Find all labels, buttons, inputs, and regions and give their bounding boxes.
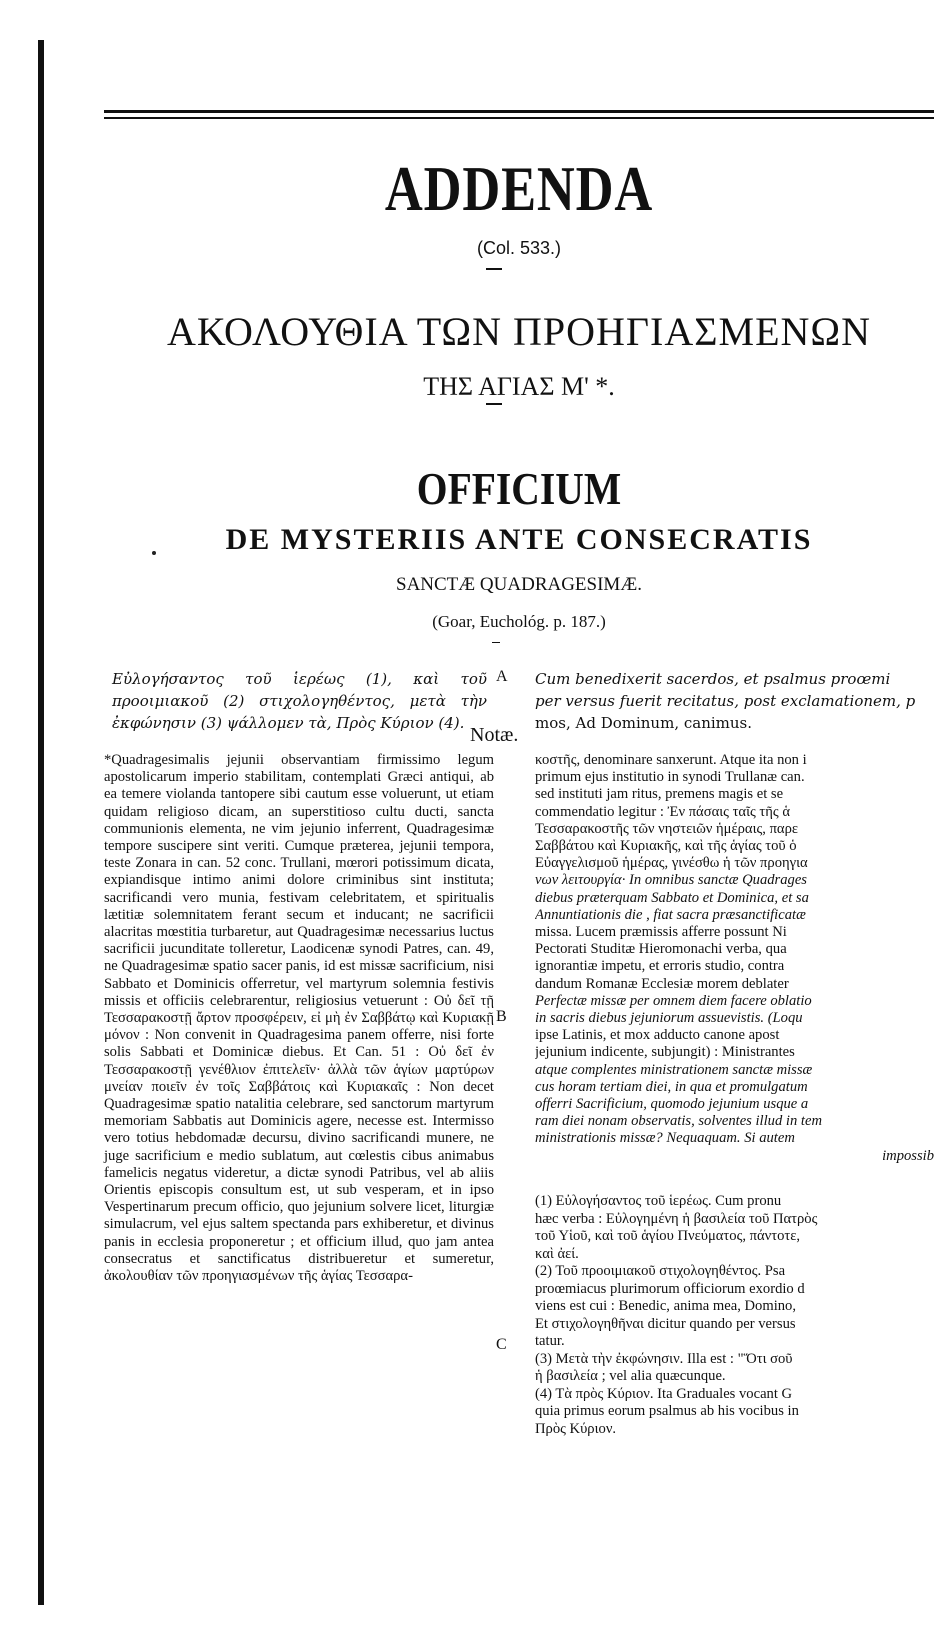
- footnote-line: Et στιχολογηθῆναι dicitur quando per versus: [535, 1315, 796, 1332]
- page-binding-edge: [38, 40, 44, 1605]
- notes-line: ipse Latinis, et mox adducto canone apost: [535, 1027, 780, 1044]
- footnote-line: (4) Τὰ πρὸς Κύριον. Ita Graduales vocant G: [535, 1385, 793, 1402]
- source-citation: (Goar, Euchológ. p. 187.): [432, 612, 606, 631]
- notes-line: Εὐαγγελισμοῦ ἡμέρας, γινέσθω ἡ τῶν προηγια: [535, 855, 808, 872]
- notes-line: cus horam tertiam diei, in qua et promulgatum: [535, 1078, 808, 1095]
- notes-line: dandum Romanæ Ecclesiæ morem deblater: [535, 975, 789, 992]
- stray-dot: [152, 551, 156, 555]
- notes-line: atque complentes ministrationem sanctæ missæ: [535, 1061, 813, 1078]
- footnote-line: quia primus eorum psalmus ab his vocibus in: [535, 1403, 799, 1419]
- intro-latin-line: Cum benedixerit sacerdos, et psalmus proœmi: [535, 670, 891, 688]
- footnote-line: καὶ ἀεί.: [535, 1245, 579, 1262]
- footnotes: [535, 1193, 934, 1438]
- notes-line: Τεσσαρακοστῆς τῶν νηστειῶν ἡμέραις, παρε: [535, 820, 798, 837]
- latin-subtitle-2: SANCTÆ QUADRAGESIMÆ.: [396, 574, 642, 595]
- footnote-line: (3) Μετὰ τὴν ἐκφώνησιν. Illa est : "Ὅτι σοῦ: [535, 1350, 793, 1367]
- notes-line: commendatio legitur : Ἐν πάσαις ταῖς τῆς ἁ: [535, 803, 791, 820]
- notes-line: Annuntiationis die , fiat sacra præsanctificatæ: [535, 906, 806, 923]
- notes-line: ignorantiæ impetu, et erroris studio, contra: [535, 958, 785, 975]
- notes-line: primum ejus institutio in synodi Trullanæ can.: [535, 769, 805, 786]
- latin-subtitle: DE MYSTERIIS ANTE CONSECRATIS: [225, 523, 813, 556]
- greek-subtitle: ΤΗΣ ΑΓΙΑΣ Μ' *.: [423, 372, 615, 401]
- header-rule: [104, 110, 934, 113]
- notes-left-column: *Quadragesimalis jejunii observantiam firmissimo legum apostolicarum imperio stabilitam, contemplati Græci antiqui, ab ea temere violanda tantopere sibi cautum esse voluerunt, ut etiam quidam religioso dicam, an superstitioso cultu ducti, sancta communionis elementa, ne vim jejunio inferrent, Quadragesimæ tempore suscipere sint veriti. Cumque præterea, jejunii tempora, teste Zonara in can. 52 conc. Trullani, mœrori potissimum dicata, expiandisque intimo animi dolore criminibus sint instituta; sacrificandi vero munia, festivam celebritatem, et spiritualis lætitiæ solemnitatem ferant secum et inducant; ne sacrificii alacritas mœstitia turbaretur, aut Quadragesimæ necessarius luctus sacrificii jucunditate tolleretur, Laodicenæ synodi Patres, can. 49, ne Quadragesimæ spatio sacer panis, id est missæ sacrificium, nisi Sabbato et Dominicis offerretur, vel martyrum solemnia festivis missis et officiis celebrarentur, religiosius vetuerunt : Οὐ δεῖ τῇ Τεσσαρακοστῇ ἄρτον προσφέρειν, εἰ μὴ ἐν Σαββάτῳ καὶ Κυριακῇ μόνον : Non convenit in Quadragesima panem offerre, nisi forte solis Sabbati et Dominicæ diebus. Et Can. 51 : Οὐ δεῖ ἐν Τεσσαρακοστῇ γενέθλιον ἐπιτελεῖν· ἀλλὰ τῶν ἁγίων μαρτύρων μνείαν ποιεῖν ἐν τοῖς Σαββάτοις καὶ Κυριακαῖς : Non decet Quadragesimæ spatio natalitia celebrare, sed sanctorum martyrum memoriam Sabbatis aut Dominicis agere, necesse est. Intermisso vero totius hebdomadæ decursu, divino sacrificandi munere, ne juge sacrificium e medio sublatum, aut cœlestis cibus animabus famelicis negatus videretur, a dictæ synodi Patribus, vel ab aliis Orientis episcopis consultum est, ut sub vesperam, et in ipso Vespertinarum precum officio, quo jejunium solvere licet, liturgiæ simulacrum, vel ejus saltem spectanda pars exhiberetur, et divinus panis in ecclesia proponeretur ; et officium illud, quo jam antea consecratus et sanctificatus distribueretur et sumeretur, ἀκολουθίαν τῶν προηγιασμένων τῆς ἁγίας Τεσσαρα-: [104, 752, 494, 1285]
- divider: [486, 403, 502, 405]
- footnote-line: ἡ βασιλεία ; vel alia quæcunque.: [535, 1368, 726, 1384]
- notes-line: ministrationis missæ? Nequaquam. Si autem: [535, 1130, 795, 1147]
- notes-line: κοστῆς, denominare sanxerunt. Atque ita non i: [535, 752, 807, 768]
- footnote-line: (2) Τοῦ προοιμιακοῦ στιχολογηθέντος. Psa: [535, 1263, 786, 1279]
- greek-title: ΑΚΟΛΟΥΘΙΑ ΤΩΝ ΠΡΟΗΓΙΑΣΜΕΝΩΝ: [166, 309, 872, 354]
- notes-line: ram diei nonam observatis, solventes illud in tem: [535, 1113, 822, 1130]
- notes-line: Perfectæ missæ per omnem diem facere oblatio: [535, 992, 812, 1009]
- footnote-line: proœmiacus plurimorum officiorum exordio d: [535, 1280, 805, 1297]
- notes-line: Pectorati Studitæ Hieromonachi verba, qua: [535, 941, 787, 958]
- footnote-line: tatur.: [535, 1333, 565, 1349]
- notes-line: offerri Sacrificium, quomodo jejunium usque a: [535, 1096, 809, 1113]
- notes-line: jejunium indicente, subjungit) : Ministrantes: [535, 1044, 795, 1061]
- notes-line: νων λειτουργία· In omnibus sanctæ Quadrages: [535, 872, 807, 889]
- notes-right-column: [535, 752, 934, 1165]
- footnote-line: hæc verba : Εὐλογημένη ἡ βασιλεία τοῦ Πατρὸς: [535, 1210, 818, 1227]
- latin-title: OFFICIUM: [416, 463, 622, 514]
- header-rule-thin: [104, 117, 934, 119]
- intro-greek: Εὐλογήσαντος τοῦ ἱερέως (1), καὶ τοῦ προοιμιακοῦ (2) στιχολογηθέντος, μετὰ τὴν ἐκφώνησιν (3) ψάλλομεν τὰ, Πρὸς Κύριον (4).: [112, 670, 487, 732]
- footnote-line: (1) Εὐλογήσαντος τοῦ ἱερέως. Cum pronu: [535, 1193, 782, 1209]
- intro-latin-line: mos, Ad Dominum, canimus.: [535, 714, 753, 732]
- notes-line: diebus præterquam Sabbato et Dominica, et sa: [535, 889, 809, 906]
- notes-heading: Notæ.: [470, 724, 519, 746]
- intro-latin: [535, 668, 934, 734]
- footnote-line: viens est cui : Benedic, anima mea, Domino,: [535, 1298, 796, 1314]
- footnote-line: Πρὸς Κύριον.: [535, 1420, 617, 1437]
- margin-letter-b: B: [496, 1008, 507, 1025]
- notes-line: in sacris diebus jejuniorum assuevistis. (Loqu: [535, 1010, 803, 1027]
- divider: [492, 642, 500, 643]
- notes-line: sed instituti jam ritus, premens magis et se: [535, 786, 784, 803]
- page-title: ADDENDA: [384, 153, 654, 224]
- footnote-line: τοῦ Υἱοῦ, καὶ τοῦ ἁγίου Πνεύματος, πάντοτε,: [535, 1228, 801, 1244]
- divider: [486, 268, 502, 270]
- notes-line: missa. Lucem præmissis afferre possunt Ni: [535, 924, 787, 941]
- intro-latin-line: per versus fuerit recitatus, post exclamationem, p: [535, 692, 916, 710]
- column-reference: (Col. 533.): [476, 238, 562, 258]
- notes-line: impossib: [882, 1147, 934, 1164]
- notes-line: Σαββάτου καὶ Κυριακῆς, καὶ τῆς ἁγίας τοῦ ὁ: [535, 838, 797, 855]
- margin-letter-a: A: [496, 668, 508, 685]
- margin-letter-c: C: [496, 1336, 507, 1353]
